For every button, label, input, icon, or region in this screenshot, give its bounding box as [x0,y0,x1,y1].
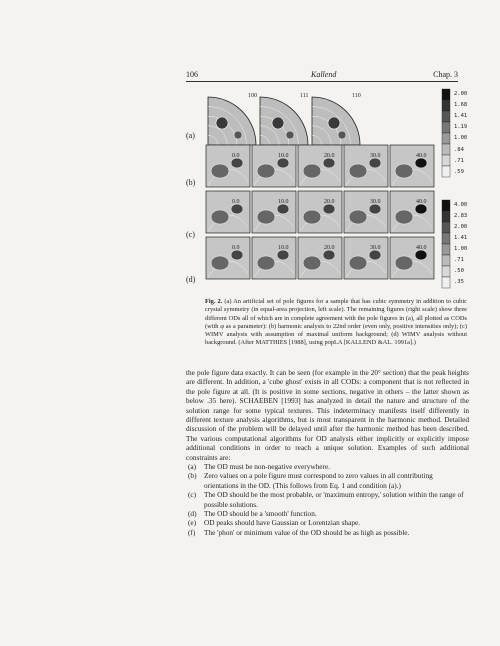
section-label: 40.0 [416,153,427,159]
scale-top-label: 2.00 [454,91,468,97]
pole-label: 100 [248,93,257,99]
figure-caption [205,298,467,348]
scale-swatch [442,122,450,133]
scale-swatch [442,211,450,222]
list-text: The OD must be non-negative everywhere. [204,462,331,471]
texture-peak [272,117,284,129]
row-label-b: (b) [186,178,196,187]
pole-label: 111 [300,93,309,99]
scale-bottom-label: .50 [454,268,464,274]
caption-label: Fig. 2. [205,298,223,305]
texture-peak [257,164,275,178]
section-label: 30.0 [370,245,381,251]
list-text: The 'phon' or minimum value of the OD should be as high as possible. [204,527,410,537]
section-label: 0.0 [232,245,240,251]
cod-section [298,237,342,279]
section-label: 40.0 [416,199,427,205]
cod-section [252,191,296,233]
figure-graphic [186,85,466,290]
scale-swatch [442,244,450,255]
texture-peak [211,164,229,178]
cod-section [206,191,250,233]
texture-peak [231,158,243,168]
running-author: Kallend [311,70,337,79]
scale-swatch [442,111,450,122]
scale-bottom-label: 4.00 [454,202,468,208]
scale-bottom-label: 2.00 [454,224,468,230]
list-text: OD peaks should have Gaussian or Lorentzian shape. [204,518,361,528]
body-paragraph: the pole figure data exactly. It can be seen (for example in the 20° section) that the peak heights are different. In addition, a 'cube ghost' exists in all CODs: a component that is not reflected in the pole figure at all. (It is positive in some sections, negative in others – the latter shown as below .35 here). SCHAEBEN [1993] has analyzed in detail the nature and structure of the solution range for some typical textures. This indeterminacy manifests itself differently in different texture analysis algorithms, but is most transparent in the harmonic method. Detailed discussion of the problem will be delayed until after the harmonic method has been described. The various computational algorithms for OD analysis either implicitly or explicitly impose additional conditions in order to reach a unique solution. Examples of such additional constraints are: [186,368,469,462]
body-text [186,368,469,462]
section-label: 30.0 [370,153,381,159]
texture-peak [277,158,289,168]
texture-peak [216,117,228,129]
list-item [186,509,469,518]
texture-peak [234,131,242,139]
texture-peak [286,131,294,139]
list-marker: (c) [188,490,197,500]
texture-peak [349,164,367,178]
list-marker: (a) [188,462,197,471]
scale-swatch [442,144,450,155]
cod-section [390,145,434,187]
cod-section [344,237,388,279]
list-item [186,490,469,509]
list-marker: (f) [188,527,196,537]
texture-peak [303,210,321,224]
texture-peak [323,204,335,214]
scale-swatch [442,255,450,266]
texture-peak [323,250,335,260]
scale-top-label: .59 [454,169,464,175]
constraint-list [186,462,469,537]
cod-section [252,145,296,187]
scale-swatch [442,222,450,233]
texture-peak [257,256,275,270]
cod-section [298,191,342,233]
scale-swatch [442,200,450,211]
chapter-label: Chap. 3 [433,70,458,79]
texture-peak [369,204,381,214]
cod-section [206,237,250,279]
cod-section [390,237,434,279]
texture-peak [369,158,381,168]
scale-swatch [442,233,450,244]
texture-peak [328,117,340,129]
scale-swatch [442,155,450,166]
texture-peak [395,164,413,178]
running-header [186,70,458,82]
list-marker: (d) [188,509,197,519]
scale-bottom-label: .71 [454,257,464,263]
row-label-c: (c) [186,230,195,239]
cod-section [252,237,296,279]
figure-pole-figures [186,85,466,290]
scale-bottom-label: .35 [454,279,464,285]
scale-bottom-label: 2.83 [454,213,468,219]
texture-peak [369,250,381,260]
pole-figure-panel [208,97,256,145]
page-number: 106 [186,70,198,79]
section-label: 20.0 [324,245,335,251]
texture-peak [395,210,413,224]
scale-bottom-label: 1.41 [454,235,468,241]
section-label: 10.0 [278,199,289,205]
scale-top-label: 1.68 [454,102,468,108]
texture-peak [349,256,367,270]
list-marker: (b) [188,471,197,481]
section-label: 20.0 [324,153,335,159]
scale-swatch [442,277,450,288]
texture-peak [338,131,346,139]
scale-swatch [442,100,450,111]
texture-peak [395,256,413,270]
scale-top-label: 1.19 [454,124,468,130]
list-text: The OD should be a 'smooth' function. [204,509,317,519]
scale-top-label: .71 [454,158,464,164]
scale-top-label: .84 [454,147,464,153]
texture-peak [231,204,243,214]
section-label: 0.0 [232,199,240,205]
list-text: Zero values on a pole figure must correspond to zero values in all contributing orientations in the OD. (This follows from Eq. 1 and condition (a).) [204,471,433,490]
texture-peak [415,158,427,168]
texture-peak [415,250,427,260]
cod-section [344,145,388,187]
scale-top-label: 1.41 [454,113,468,119]
texture-peak [211,210,229,224]
texture-peak [323,158,335,168]
row-label-a: (a) [186,131,195,140]
cod-section [344,191,388,233]
scale-swatch [442,89,450,100]
scale-top-label: 1.00 [454,135,468,141]
list-item [186,471,469,490]
section-label: 40.0 [416,245,427,251]
pole-label: 110 [352,93,361,99]
texture-peak [211,256,229,270]
texture-peak [415,204,427,214]
cod-section [390,191,434,233]
section-label: 10.0 [278,153,289,159]
section-label: 20.0 [324,199,335,205]
section-label: 30.0 [370,199,381,205]
cod-section [206,145,250,187]
caption-text: (a) An artificial set of pole figures for a sample that has cubic symmetry in addition to cubic crystal symmetry (in equal-area projection, left scale). The remaining figures (right scale) show three different ODs all of which are in complete agreement with the pole figures in (a), all plotted as CODs (with φ as a parameter): (b) harmonic analysis to 22nd order (even only, positive intensities only); (c) WIMV analysis with assumption of maximal uniform background; (d) WIMV analysis without background. (After MATTHIES [1988], using popLA [KALLEND &AL. 1991a].) [205,298,467,347]
texture-peak [303,256,321,270]
pole-figure-panel [260,97,308,145]
section-label: 10.0 [278,245,289,251]
texture-peak [303,164,321,178]
scale-bottom-label: 1.00 [454,246,468,252]
list-item [186,528,469,537]
list-marker: (e) [188,518,197,528]
list-item [186,518,469,527]
scale-swatch [442,166,450,177]
texture-peak [257,210,275,224]
texture-peak [277,250,289,260]
scale-swatch [442,133,450,144]
texture-peak [349,210,367,224]
list-item [186,462,469,471]
scale-swatch [442,266,450,277]
cod-section [298,145,342,187]
row-label-d: (d) [186,275,196,284]
section-label: 0.0 [232,153,240,159]
texture-peak [231,250,243,260]
list-text: The OD should be the most probable, or 'maximum entropy,' solution within the range of possible solutions. [204,490,464,509]
texture-peak [277,204,289,214]
